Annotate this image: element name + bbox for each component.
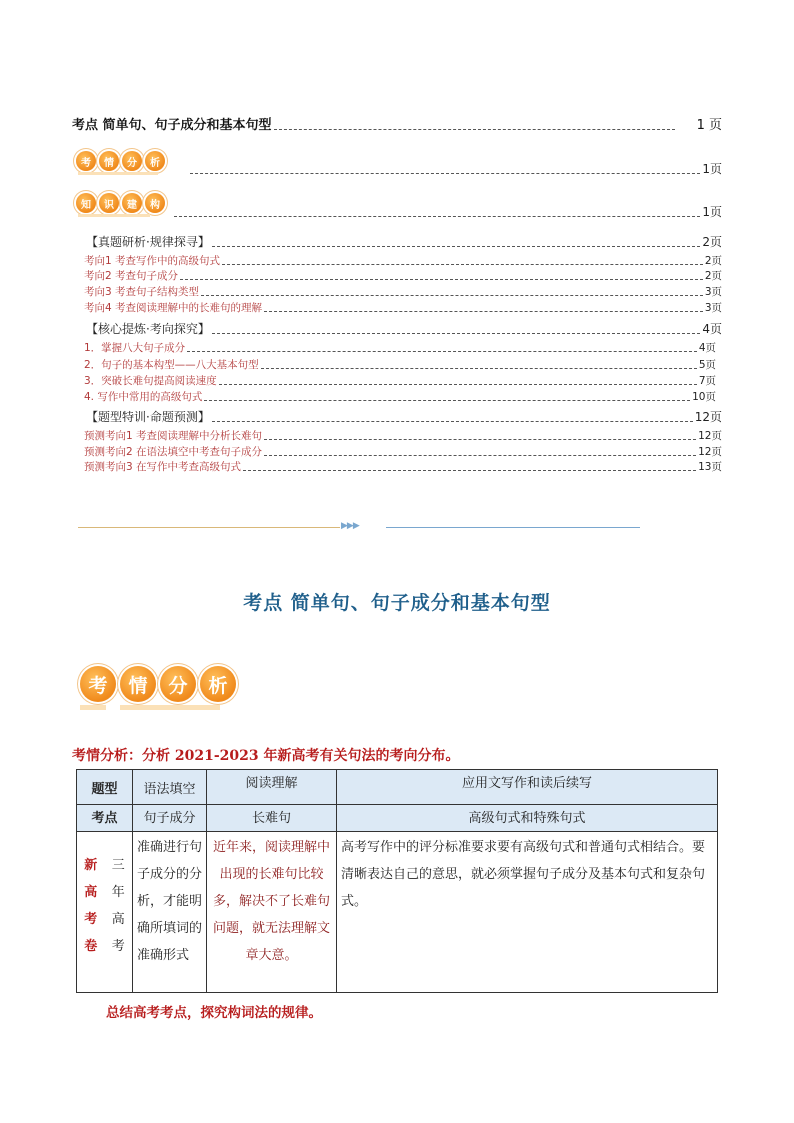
toc-sub-label: 1．掌握八大句子成分 <box>84 342 186 354</box>
toc-section-hexin[interactable] <box>86 320 722 337</box>
toc-sub-entry[interactable] <box>84 340 716 355</box>
toc-leader <box>264 311 703 312</box>
badge-char: 构 <box>145 193 165 213</box>
toc-section-zhenti[interactable] <box>86 233 722 250</box>
toc-leader <box>274 129 675 130</box>
toc-badge2-entry[interactable] <box>172 203 722 220</box>
toc-sub-label: 考向3 考查句子结构类型 <box>84 286 200 298</box>
kaoqing-fenxi-badge-small <box>76 151 168 171</box>
badge-char: 情 <box>99 151 119 171</box>
table-cell: 准确进行句子成分的分析，才能明确所填词的准确形式 <box>133 832 207 993</box>
divider-arrows-icon: ▶▶▶ <box>341 521 359 531</box>
toc-sub-label: 考向4 考查阅读理解中的长难句的理解 <box>84 302 263 314</box>
toc-sub-page: 13页 <box>698 461 722 473</box>
toc-leader <box>212 246 701 247</box>
table-cell: 近年来，阅读理解中出现的长难句比较多，解决不了长难句问题，就无法理解文章大意。 <box>207 832 337 993</box>
badge-char: 析 <box>200 666 236 702</box>
kaoqing-fenxi-badge-large <box>80 666 240 702</box>
table-row <box>77 805 718 832</box>
toc-leader <box>264 455 696 456</box>
toc-sub-page: 4页 <box>698 342 716 354</box>
side-char: 考 <box>84 912 98 927</box>
table-cell: 长难句 <box>207 805 337 832</box>
page-title: 考点 简单句、句子成分和基本句型 <box>243 592 551 614</box>
table-cell: 高级句式和特殊句式 <box>337 805 718 832</box>
side-char: 考 <box>111 939 125 954</box>
toc-sub-label: 2．句子的基本构型——八大基本句型 <box>84 359 259 371</box>
side-char: 卷 <box>84 939 98 954</box>
badge-char: 考 <box>76 151 96 171</box>
toc-leader <box>222 264 703 265</box>
badge-char: 情 <box>120 666 156 702</box>
toc-leader <box>201 295 703 296</box>
toc-leader <box>264 439 696 440</box>
table-cell: 题型 <box>77 770 133 805</box>
toc-main-label: 考点 简单句、句子成分和基本句型 <box>72 118 272 133</box>
toc-sub-entry[interactable] <box>84 284 722 299</box>
toc-badge1-entry[interactable] <box>188 160 722 177</box>
badge-underline <box>80 705 106 710</box>
toc-sub-entry[interactable] <box>84 373 716 388</box>
toc-main-page: 1 页 <box>696 118 722 133</box>
table-row <box>77 832 718 993</box>
badge-char: 析 <box>145 151 165 171</box>
side-char: 高 <box>111 912 125 927</box>
side-char: 年 <box>111 885 125 900</box>
toc-sub-label: 预测考向2 在语法填空中考查句子成分 <box>84 446 263 458</box>
side-char: 三 <box>111 858 125 873</box>
toc-sub-entry[interactable] <box>84 389 716 404</box>
table-cell: 高考写作中的评分标准要求要有高级句式和普通句式相结合。要清晰表达自己的意思，就必须掌握句子成分及基本句式和复杂句式。 <box>337 832 718 993</box>
badge-underline <box>78 172 158 175</box>
table-cell: 句子成分 <box>133 805 207 832</box>
divider-right <box>386 527 640 528</box>
toc-sub-entry[interactable] <box>84 459 722 474</box>
toc-sub-entry[interactable] <box>84 444 722 459</box>
toc-sub-label: 考向2 考查句子成分 <box>84 270 179 282</box>
toc-main-entry[interactable] <box>72 114 722 133</box>
divider-left <box>78 527 340 528</box>
badge-char: 知 <box>76 193 96 213</box>
toc-sub-entry[interactable] <box>84 268 722 283</box>
badge-char: 考 <box>80 666 116 702</box>
toc-sub-label: 3．突破长难句提高阅读速度 <box>84 375 217 387</box>
toc-section-label: 【题型特训·命题预测】 <box>86 410 210 424</box>
table-cell: 应用文写作和读后续写 <box>337 770 718 805</box>
toc-leader <box>219 384 697 385</box>
toc-sub-page: 3页 <box>704 286 722 298</box>
toc-sub-page: 2页 <box>704 255 722 267</box>
toc-sub-page: 12页 <box>698 430 722 442</box>
toc-section-page: 2页 <box>702 235 722 249</box>
toc-leader <box>190 173 700 174</box>
toc-sub-entry[interactable] <box>84 253 722 268</box>
badge-char: 识 <box>99 193 119 213</box>
toc-sub-label: 预测考向1 考查阅读理解中分析长难句 <box>84 430 263 442</box>
toc-sub-page: 10页 <box>692 391 716 403</box>
table-cell: 阅读理解 <box>207 770 337 805</box>
toc-sub-page: 12页 <box>698 446 722 458</box>
badge-char: 分 <box>160 666 196 702</box>
side-label-sannian <box>105 832 133 992</box>
table-row <box>77 770 718 805</box>
toc-sub-page: 5页 <box>698 359 716 371</box>
toc-leader <box>174 216 700 217</box>
toc-leader <box>212 421 693 422</box>
toc-sub-label: 预测考向3 在写作中考查高级句式 <box>84 461 242 473</box>
toc-sub-page: 2页 <box>704 270 722 282</box>
toc-sub-entry[interactable] <box>84 428 722 443</box>
toc-leader <box>187 351 697 352</box>
side-label-xingaokaojuan <box>77 832 105 992</box>
table-cell: 语法填空 <box>133 770 207 805</box>
badge-char: 分 <box>122 151 142 171</box>
toc-section-page: 4页 <box>702 322 722 336</box>
badge-underline <box>78 214 150 217</box>
toc-sub-label: 考向1 考查写作中的高级句式 <box>84 255 221 267</box>
exam-analysis-table <box>76 769 718 993</box>
summary-text: 总结高考考点，探究构词法的规律。 <box>106 1005 322 1021</box>
analysis-title: 考情分析：分析 2021-2023 年新高考有关句法的考向分布。 <box>72 748 460 764</box>
badge-underline <box>120 705 220 710</box>
toc-leader <box>180 279 703 280</box>
zhishi-jiangou-badge-small <box>76 193 168 213</box>
toc-badge1-page: 1页 <box>702 162 722 176</box>
toc-section-label: 【核心提炼·考向探究】 <box>86 322 210 336</box>
toc-leader <box>243 470 696 471</box>
table-cell: 考点 <box>77 805 133 832</box>
side-char: 新 <box>84 858 98 873</box>
toc-section-page: 12页 <box>694 410 722 424</box>
toc-sub-page: 7页 <box>698 375 716 387</box>
toc-section-tixing[interactable] <box>86 408 722 425</box>
toc-sub-entry[interactable] <box>84 300 722 315</box>
toc-sub-entry[interactable] <box>84 357 716 372</box>
toc-badge2-page: 1页 <box>702 205 722 219</box>
toc-leader <box>261 368 697 369</box>
toc-section-label: 【真题研析·规律探寻】 <box>86 235 210 249</box>
toc-sub-page: 3页 <box>704 302 722 314</box>
table-cell <box>77 832 133 993</box>
toc-leader <box>204 400 690 401</box>
badge-char: 建 <box>122 193 142 213</box>
toc-sub-label: 4. 写作中常用的高级句式 <box>84 391 203 403</box>
toc-leader <box>212 333 701 334</box>
side-char: 高 <box>84 885 98 900</box>
